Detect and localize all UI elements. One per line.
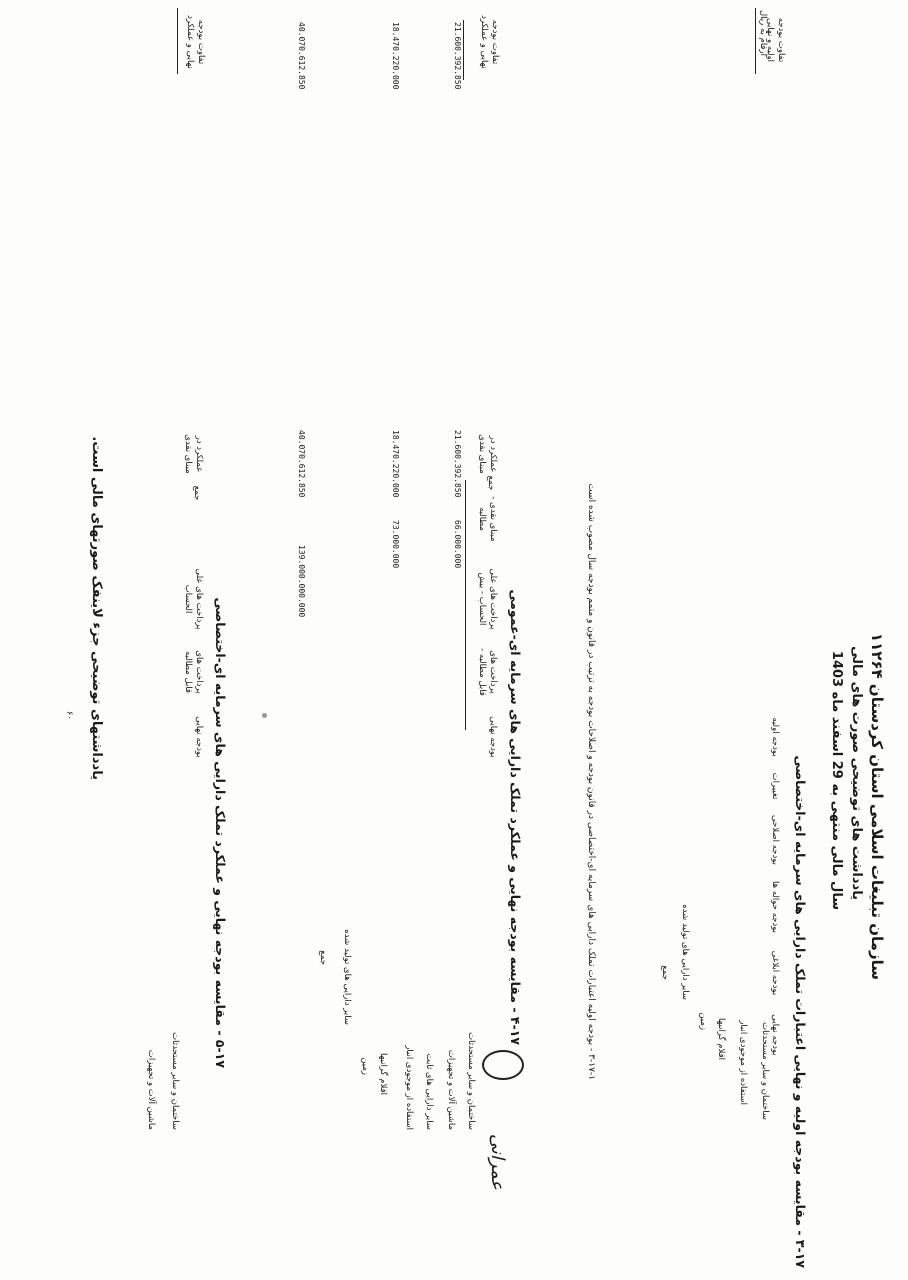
s5-row-buildings: ساختمان و سایر مستحدثات bbox=[170, 1032, 180, 1130]
s4-total-performance: 40.070.612.850 bbox=[297, 430, 306, 498]
s3-note: ۳-۱۷-۱ - بودجه اولیه اعتبارات تملک دارایی های سرمایه ای-اختصاصی در قانون بودجه و اصلاحات بودجه به ترتیب در قانون و متمم بودجه سال مصوب شده است bbox=[586, 483, 596, 1080]
s4-row-land: زمین bbox=[360, 1057, 370, 1075]
s4-col-advance: پرداخت های علی الحساب - بیش bbox=[477, 568, 498, 630]
s4-row-fixed: سایر دارایی های ثابت bbox=[424, 1053, 434, 1130]
s4-total-sum: 40.070.612.850 bbox=[297, 22, 306, 90]
s4-col-performance: عملکرد در مبنای نقدی bbox=[477, 434, 498, 474]
s3-col-diff: تفاوت بودجه اولیه و نهایی bbox=[765, 17, 786, 63]
s4-row-total: جمع bbox=[318, 950, 328, 965]
s4-buildings-final-budget: 66.000.000 bbox=[453, 520, 462, 569]
s4-col-total: جمع bbox=[486, 475, 496, 491]
s4-header-rule bbox=[465, 480, 466, 730]
s4-row-valuables: اقلام گرانبها bbox=[378, 1053, 388, 1095]
s4-row-machinery: ماشین آلات و تجهیزات bbox=[446, 1049, 456, 1130]
s5-col-advance: پرداخت های علی الحساب bbox=[183, 568, 204, 630]
page-number: ۶۰ bbox=[64, 710, 74, 720]
section-5-title: ۵-۱۷ - مقایسه بودجه نهایی و عملکرد تملک دارایی های سرمایه ای-اختصاصی bbox=[213, 597, 228, 1068]
section-4-title: ۴-۱۷ - مقایسه بودجه نهایی و عملکرد تملک دارایی های سرمایه ای-عمومی bbox=[508, 589, 523, 1045]
s4-col-diff: تفاوت بودجه نهایی و عملکرد bbox=[479, 15, 500, 69]
s3-row-produced: سایر دارایی های تولید شده bbox=[680, 904, 690, 1000]
s4-machinery-performance: 18.470.220.000 bbox=[391, 430, 400, 498]
s4-diff-rule bbox=[463, 20, 464, 80]
s3-col-final: بودجه نهایی bbox=[770, 1014, 780, 1056]
organization-title: سازمان تبلیغات اسلامی استان کردستان ۱۱۲۶۴ bbox=[868, 632, 886, 980]
section-3-title: ۳-۱۷ - مقایسه بودجه اولیه و نهایی اعتبارات تملک دارایی های سرمایه ای-اختصاصی bbox=[793, 755, 808, 1268]
s4-machinery-final-budget: 73.000.000 bbox=[391, 520, 400, 569]
report-subtitle: یادداشت های توضیحی صورت های مالی bbox=[849, 645, 864, 900]
s3-col-revised: بودجه اصلاحی bbox=[770, 814, 780, 866]
hand-drawn-circle bbox=[482, 1050, 524, 1080]
s4-row-produced: سایر دارایی های تولید شده bbox=[342, 929, 352, 1025]
s4-col-cash: مبنای نقدی - مطالبه bbox=[477, 496, 498, 542]
unit-label: ارقام به ریال bbox=[758, 10, 768, 56]
s3-col-notified: بودجه ابلاغی bbox=[770, 950, 780, 996]
s3-row-buildings: ساختمان و سایر مستحدثات bbox=[760, 1022, 770, 1120]
s5-col-total: جمع bbox=[192, 485, 202, 501]
s4-buildings-performance: 21.600.392.850 bbox=[453, 430, 462, 498]
s3-row-total: جمع bbox=[660, 965, 670, 980]
s4-col-claimable: پرداخت های قابل مطالبه - bbox=[477, 648, 498, 696]
report-period: سال مالی منتهی به 29 اسفند ماه 1403 bbox=[829, 650, 844, 910]
s4-machinery-total: 18.470.220.000 bbox=[391, 22, 400, 90]
s4-total-final-budget: 139.000.000.000 bbox=[297, 545, 306, 618]
s5-col-diff: تفاوت بودجه نهایی و عملکرد bbox=[185, 15, 206, 69]
s3-col-changes: تغییرات bbox=[770, 772, 780, 800]
s5-col-performance: عملکرد در مبنای نقدی bbox=[183, 434, 204, 474]
s5-row-machinery: ماشین آلات و تجهیزات bbox=[146, 1049, 156, 1130]
footer-note: یادداشتهای توضیحی جزء لاینفک صورتهای مالی است. bbox=[89, 436, 104, 780]
s4-row-warehouse: استفاده از موجودی انبار bbox=[404, 1045, 414, 1130]
s5-col-claimable: پرداخت های قابل مطالبه bbox=[183, 650, 204, 694]
s3-col-initial: بودجه اولیه bbox=[770, 717, 780, 757]
s3-row-land: زمین bbox=[698, 1012, 708, 1030]
s4-row-buildings: ساختمان و سایر مستحدثات bbox=[466, 1032, 476, 1130]
scan-speck bbox=[262, 713, 267, 718]
s3-row-warehouse: استفاده از موجودی انبار bbox=[738, 1020, 748, 1105]
s4-buildings-total: 21.600.392.850 bbox=[453, 22, 462, 90]
s3-diff-underline bbox=[755, 8, 756, 74]
s3-col-remittance: بودجه حواله ها bbox=[770, 881, 780, 933]
s4-col-final: بودجه نهایی bbox=[488, 716, 498, 758]
s5-col-final: بودجه نهایی bbox=[194, 716, 204, 758]
s5-diff-underline bbox=[177, 8, 178, 74]
handwritten-annotation: عمرانی bbox=[487, 1133, 508, 1190]
s3-row-valuables: اقلام گرانبها bbox=[716, 1018, 726, 1060]
